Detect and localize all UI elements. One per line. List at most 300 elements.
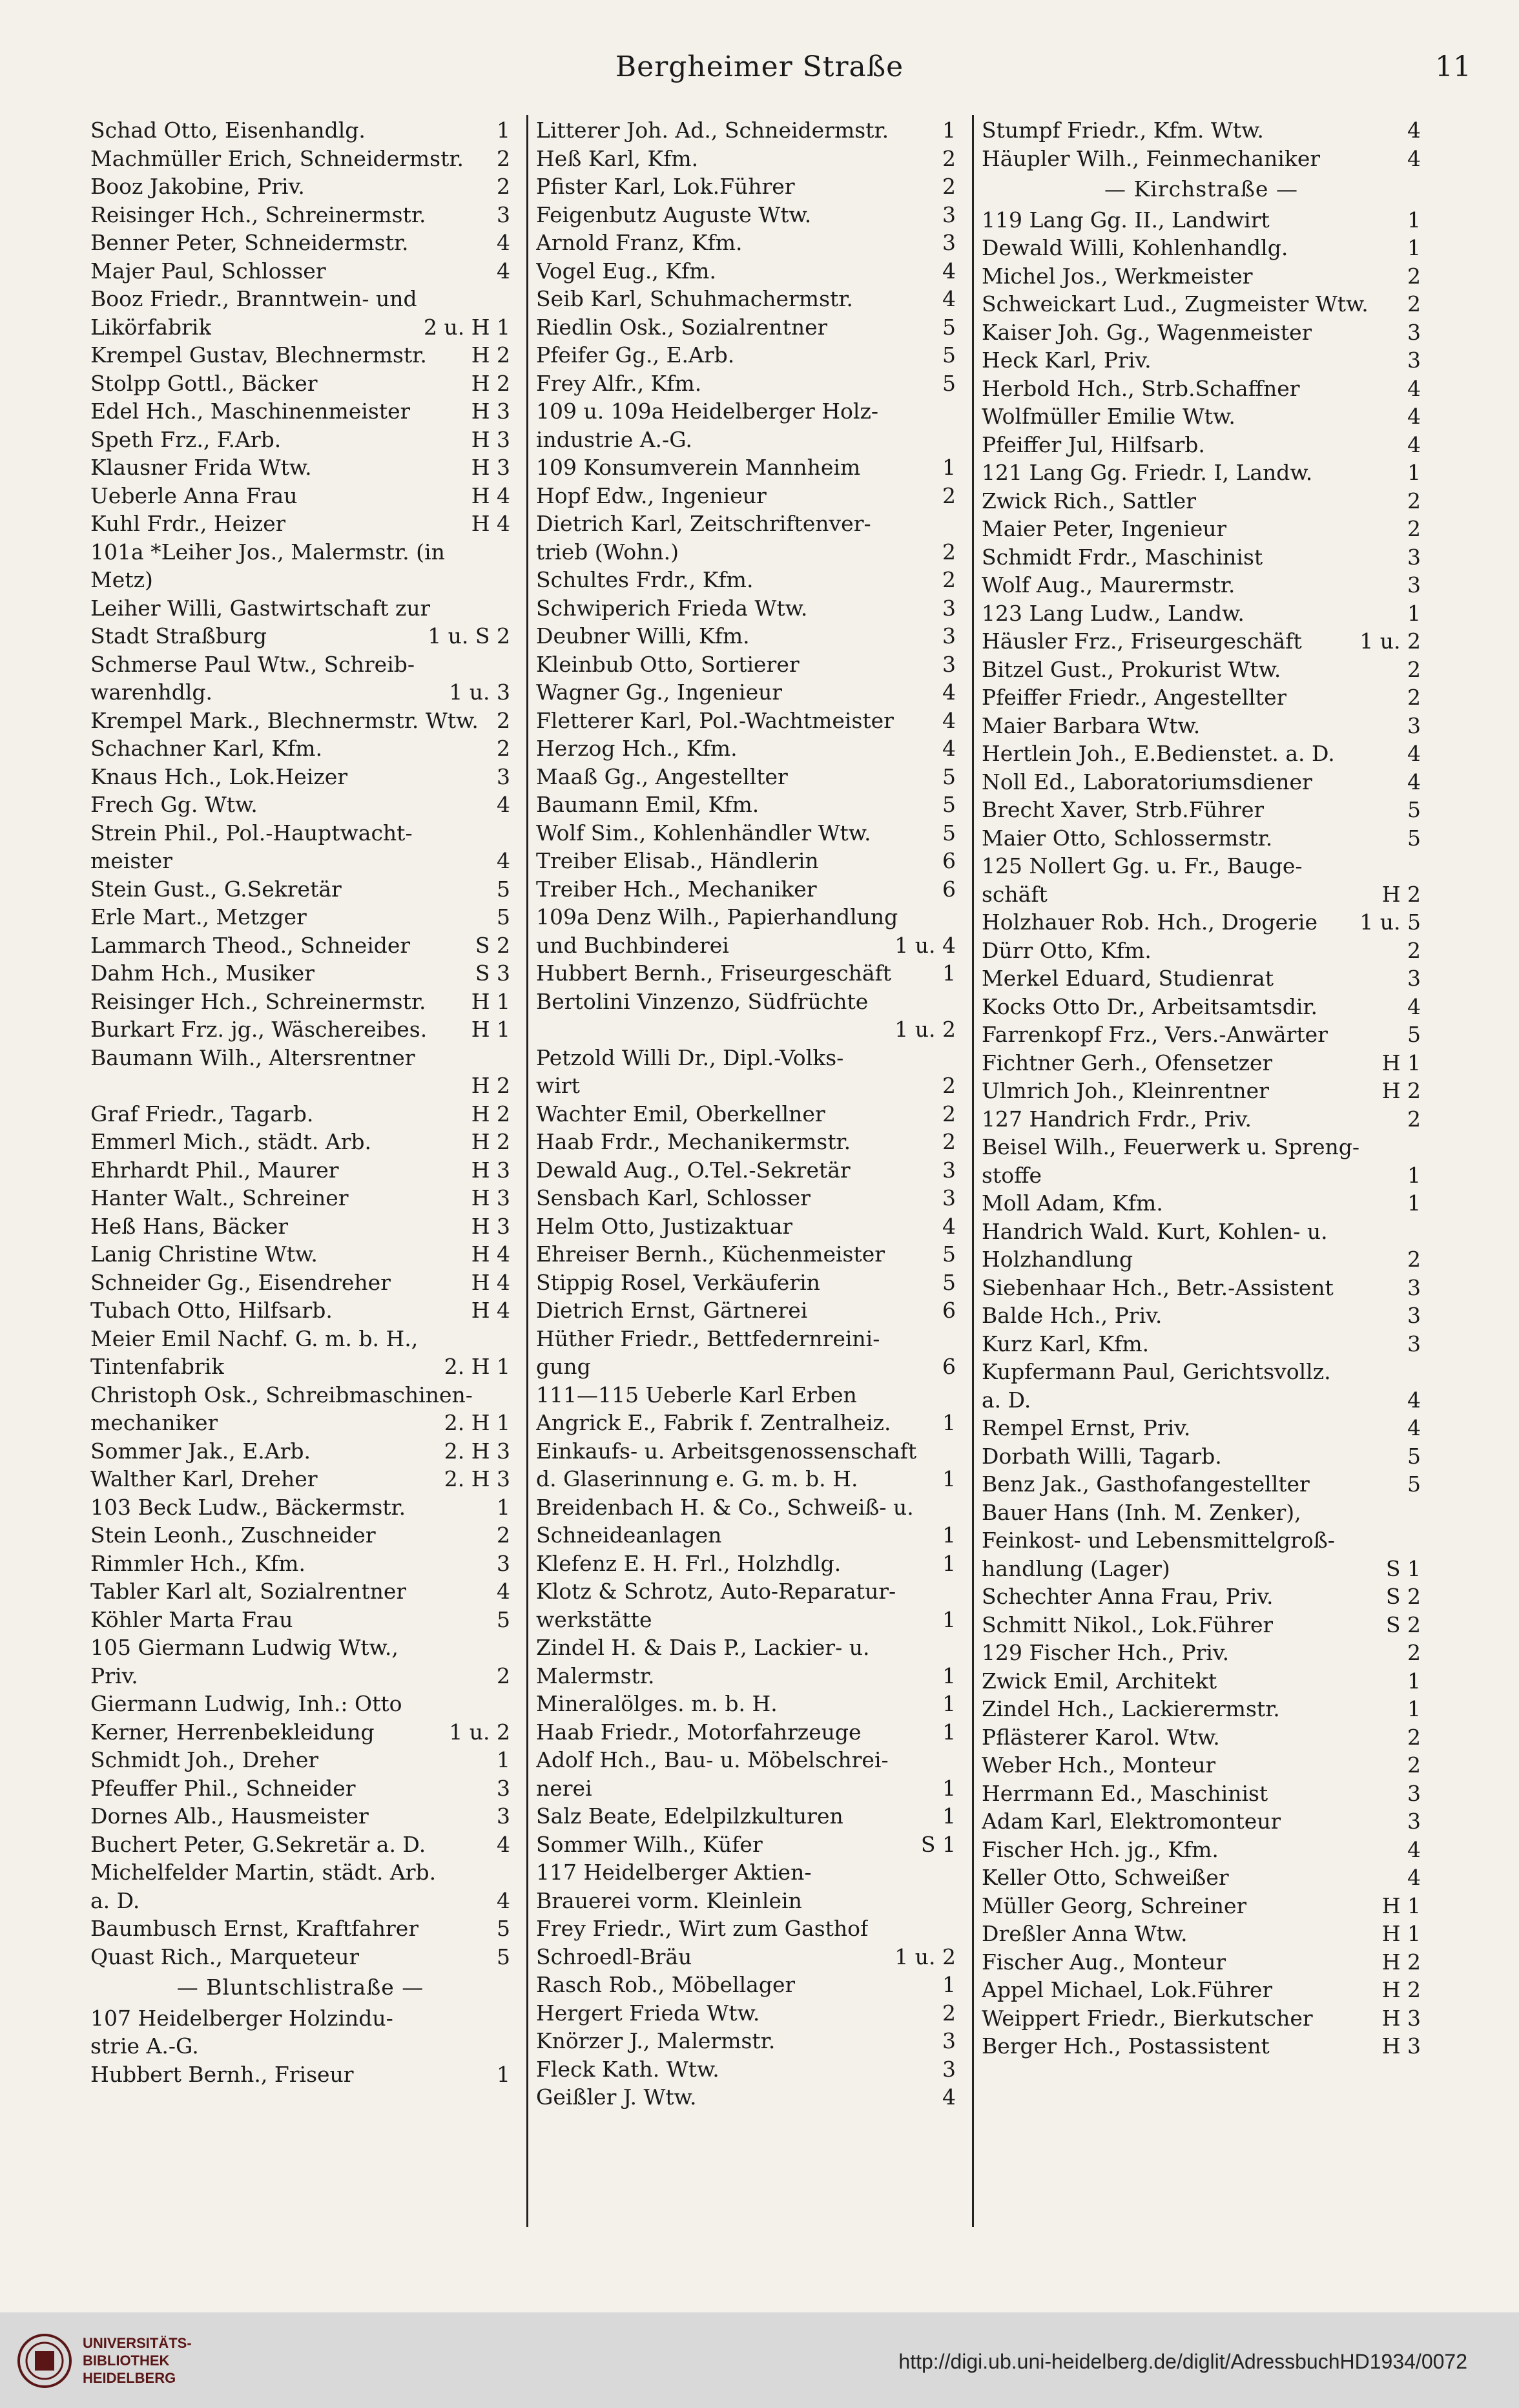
entry-text: Vogel Eug., Kfm.	[536, 258, 716, 284]
entry-text: Majer Paul, Schlosser	[90, 258, 326, 284]
entry-text: Pfister Karl, Lok.Führer	[536, 174, 795, 199]
entry-text: Beisel Wilh., Feuerwerk u. Spreng-	[982, 1134, 1360, 1159]
entry-text: Booz Friedr., Branntwein- und	[90, 286, 417, 311]
entry-floor-mark: 5	[1407, 1022, 1421, 1047]
directory-entry	[536, 1409, 956, 1437]
entry-floor-mark: H 3	[471, 1213, 510, 1239]
entry-floor-mark: 4	[497, 1831, 510, 1857]
entry-text: Hergert Frieda Wtw.	[536, 2000, 760, 2026]
entry-text: Heck Karl, Priv.	[982, 348, 1152, 373]
entry-text: und Buchbinderei	[536, 932, 729, 958]
directory-entry	[90, 1184, 510, 1212]
entry-text: Seib Karl, Schuhmachermstr.	[536, 286, 853, 311]
entry-floor-mark: 1	[942, 1606, 956, 1632]
directory-entry	[982, 2004, 1421, 2033]
entry-floor-mark: 1	[1407, 460, 1421, 485]
entry-floor-mark	[505, 1634, 510, 1662]
entry-floor-mark: 4	[497, 792, 510, 817]
entry-floor-mark	[951, 1381, 956, 1409]
entry-floor-mark: 4	[497, 1887, 510, 1913]
directory-entry	[536, 566, 956, 594]
directory-entry	[982, 993, 1421, 1021]
entry-floor-mark: S 2	[1385, 1612, 1421, 1637]
entry-floor-mark: H 3	[1381, 2005, 1421, 2031]
entry-floor-mark: 1	[1407, 235, 1421, 260]
entry-floor-mark: 3	[1407, 966, 1421, 991]
entry-text: Malermstr.	[536, 1663, 655, 1688]
directory-entry	[90, 341, 510, 369]
entry-floor-mark: 6	[942, 876, 956, 902]
directory-entry	[536, 1296, 956, 1325]
directory-entry	[982, 1330, 1421, 1358]
entry-floor-mark: 5	[497, 1944, 510, 1969]
entry-text: Kerner, Herrenbekleidung	[90, 1719, 375, 1745]
entry-text: Merkel Eduard, Studienrat	[982, 966, 1274, 991]
entry-text: Michelfelder Martin, städt. Arb.	[90, 1860, 437, 1885]
entry-floor-mark: 1	[942, 1775, 956, 1801]
entry-text: Quast Rich., Marqueteur	[90, 1944, 360, 1969]
entry-text: Herzog Hch., Kfm.	[536, 736, 738, 761]
entry-text: Holzhauer Rob. Hch., Drogerie	[982, 909, 1318, 935]
directory-entry	[982, 1695, 1421, 1723]
directory-entry	[90, 1212, 510, 1241]
directory-entry	[982, 627, 1421, 656]
entry-floor-mark	[505, 594, 510, 623]
entry-text: Kocks Otto Dr., Arbeitsamtsdir.	[982, 993, 1318, 1019]
directory-entry	[536, 959, 956, 988]
entry-text: Giermann Ludwig, Inh.: Otto	[90, 1691, 402, 1716]
directory-entry	[536, 763, 956, 791]
entry-floor-mark: 2	[497, 174, 510, 199]
entry-text: Geißler J. Wtw.	[536, 2084, 697, 2110]
entry-text: Booz Jakobine, Priv.	[90, 174, 305, 199]
entry-text: Fleck Kath. Wtw.	[536, 2056, 719, 2082]
entry-text: Haab Frdr., Mechanikermstr.	[536, 1129, 851, 1154]
entry-floor-mark: 5	[497, 876, 510, 902]
directory-entry	[536, 1100, 956, 1128]
entry-text: Kuhl Frdr., Heizer	[90, 511, 286, 536]
entry-floor-mark: 4	[1407, 1415, 1421, 1440]
directory-entry	[982, 1245, 1421, 1274]
directory-entry	[536, 1606, 956, 1634]
entry-text: Moll Adam, Kfm.	[982, 1190, 1163, 1216]
entry-text: Stippig Rosel, Verkäuferin	[536, 1269, 820, 1295]
entry-floor-mark: 5	[1407, 797, 1421, 822]
entry-floor-mark: 1	[497, 118, 510, 143]
entry-text: Stein Gust., G.Sekretär	[90, 876, 342, 902]
entry-text: industrie A.-G.	[536, 426, 692, 452]
directory-entry	[90, 313, 510, 342]
entry-floor-mark: 1	[942, 1691, 956, 1716]
entry-floor-mark	[1416, 1358, 1421, 1386]
entry-floor-mark	[505, 566, 510, 594]
entry-floor-mark: 4	[497, 230, 510, 255]
directory-entry	[90, 594, 510, 623]
directory-entry	[982, 1218, 1421, 1246]
entry-text: Sommer Jak., E.Arb.	[90, 1438, 311, 1464]
directory-entry	[90, 1128, 510, 1156]
directory-entry	[90, 1943, 510, 1971]
directory-entry	[90, 1381, 510, 1409]
entry-text: Riedlin Osk., Sozialrentner	[536, 314, 828, 340]
entry-text: Hanter Walt., Schreiner	[90, 1185, 349, 1210]
directory-entry	[90, 566, 510, 594]
entry-floor-mark: 1	[1407, 1696, 1421, 1721]
entry-text: Baumbusch Ernst, Kraftfahrer	[90, 1916, 419, 1941]
street-heading: — Kirchstraße —	[1104, 176, 1298, 202]
directory-entry	[982, 206, 1421, 234]
entry-floor-mark: 5	[942, 1269, 956, 1295]
entry-text: Wagner Gg., Ingenieur	[536, 680, 783, 705]
directory-entry	[90, 116, 510, 145]
entry-floor-mark: H 3	[1381, 2033, 1421, 2059]
entry-floor-mark: 3	[1407, 712, 1421, 738]
entry-floor-mark: 3	[942, 2028, 956, 2053]
directory-entry	[982, 375, 1421, 403]
directory-entry	[90, 1887, 510, 1915]
entry-text: Schad Otto, Eisenhandlg.	[90, 118, 366, 143]
entry-text: Walther Karl, Dreher	[90, 1466, 318, 1491]
entry-floor-mark: 4	[1407, 1836, 1421, 1862]
entry-text: Schroedl-Bräu	[536, 1944, 692, 1969]
entry-floor-mark: 3	[942, 230, 956, 255]
entry-floor-mark: H 4	[471, 1269, 510, 1295]
directory-entry	[982, 1836, 1421, 1864]
entry-text: Schneideanlagen	[536, 1522, 722, 1548]
entry-text: Maier Otto, Schlossermstr.	[982, 825, 1273, 851]
entry-floor-mark: 5	[1407, 825, 1421, 851]
entry-floor-mark: 1	[1407, 1668, 1421, 1694]
entry-text: Frey Friedr., Wirt zum Gasthof	[536, 1916, 869, 1941]
directory-entry	[90, 1072, 510, 1100]
entry-text: a. D.	[982, 1387, 1031, 1413]
directory-entry	[982, 1021, 1421, 1049]
entry-floor-mark: 4	[1407, 741, 1421, 766]
entry-floor-mark: 3	[942, 651, 956, 677]
entry-text: Stolpp Gottl., Bäcker	[90, 370, 318, 396]
entry-text: Schmidt Frdr., Maschinist	[982, 544, 1263, 570]
directory-entry	[982, 1780, 1421, 1808]
entry-text: Köhler Marta Frau	[90, 1606, 293, 1632]
entry-text: Maier Barbara Wtw.	[982, 712, 1201, 738]
entry-text: Heß Karl, Kfm.	[536, 145, 699, 171]
directory-entry	[90, 257, 510, 285]
source-url-link[interactable]: http://digi.ub.uni-heidelberg.de/diglit/AdressbuchHD1934/0072	[898, 2350, 1467, 2373]
entry-text: Adolf Hch., Bau- u. Möbelschrei-	[536, 1747, 889, 1772]
entry-floor-mark: 4	[1407, 404, 1421, 429]
entry-text: Pfeuffer Phil., Schneider	[90, 1775, 356, 1801]
directory-entry	[90, 1296, 510, 1325]
entry-text: Angrick E., Fabrik f. Zentralheiz.	[536, 1410, 891, 1435]
entry-text: Pflästerer Karol. Wtw.	[982, 1724, 1220, 1750]
entry-text: Ehreiser Bernh., Küchenmeister	[536, 1241, 885, 1267]
directory-entry	[90, 2004, 510, 2033]
directory-entry	[536, 2083, 956, 2112]
directory-entry	[982, 599, 1421, 628]
entry-text: Schneider Gg., Eisendreher	[90, 1269, 391, 1295]
entry-text: Feinkost- und Lebensmittelgroß-	[982, 1528, 1335, 1553]
entry-floor-mark: 2	[942, 1129, 956, 1154]
entry-text: Herbold Hch., Strb.Schaffner	[982, 375, 1300, 401]
directory-entry	[982, 1386, 1421, 1415]
directory-entry	[536, 1072, 956, 1100]
directory-entry	[982, 1526, 1421, 1555]
entry-text: Knörzer J., Malermstr.	[536, 2028, 776, 2053]
entry-floor-mark	[951, 1634, 956, 1662]
entry-text: Dietrich Ernst, Gärtnerei	[536, 1298, 808, 1323]
entry-text: Appel Michael, Lok.Führer	[982, 1977, 1273, 2002]
directory-entry	[536, 201, 956, 229]
entry-text: Stein Leonh., Zuschneider	[90, 1522, 376, 1548]
entry-floor-mark: 3	[1407, 1303, 1421, 1328]
directory-entry	[536, 257, 956, 285]
directory-entry	[90, 819, 510, 847]
directory-entry	[536, 116, 956, 145]
entry-floor-mark: 4	[497, 1579, 510, 1604]
directory-column-1	[90, 116, 510, 2088]
directory-entry	[536, 1465, 956, 1493]
directory-entry	[536, 1015, 956, 1044]
entry-floor-mark: 3	[942, 2056, 956, 2082]
entry-floor-mark: 1	[942, 1663, 956, 1688]
directory-entry	[536, 1971, 956, 1999]
entry-text: Klotz & Schrotz, Auto-Reparatur-	[536, 1579, 896, 1604]
entry-text: Tabler Karl alt, Sozialrentner	[90, 1579, 407, 1604]
directory-entry	[982, 880, 1421, 909]
entry-text: Metz)	[90, 567, 153, 592]
directory-entry	[90, 201, 510, 229]
entry-floor-mark	[505, 538, 510, 566]
directory-entry	[982, 571, 1421, 599]
directory-entry	[90, 2032, 510, 2060]
entry-text: Likörfabrik	[90, 314, 212, 340]
entry-text: Fischer Aug., Monteur	[982, 1949, 1226, 1975]
entry-floor-mark	[1416, 1526, 1421, 1555]
directory-entry	[536, 1887, 956, 1915]
directory-entry	[982, 683, 1421, 712]
entry-text: Lammarch Theod., Schneider	[90, 932, 411, 958]
directory-entry	[90, 1831, 510, 1859]
entry-text: d. Glaserinnung e. G. m. b. H.	[536, 1466, 858, 1491]
entry-text: Adam Karl, Elektromonteur	[982, 1809, 1281, 1834]
page-number: 11	[1435, 50, 1471, 83]
entry-text: Balde Hch., Priv.	[982, 1303, 1162, 1328]
entry-text: Dietrich Karl, Zeitschriftenver-	[536, 511, 871, 536]
entry-text: Häusler Frz., Friseurgeschäft	[982, 628, 1302, 654]
directory-entry	[982, 515, 1421, 543]
entry-floor-mark	[505, 1381, 510, 1409]
entry-text: Pfeifer Gg., E.Arb.	[536, 342, 735, 368]
directory-entry	[90, 707, 510, 735]
entry-text: Hopf Edw., Ingenieur	[536, 483, 767, 508]
entry-floor-mark: H 3	[471, 1157, 510, 1183]
entry-floor-mark: 2	[1407, 937, 1421, 963]
entry-floor-mark: 4	[942, 1213, 956, 1239]
directory-entry	[536, 791, 956, 819]
entry-text: Noll Ed., Laboratoriumsdiener	[982, 769, 1312, 794]
directory-column-3	[982, 116, 1421, 2060]
entry-floor-mark	[951, 397, 956, 426]
entry-text: Ehrhardt Phil., Maurer	[90, 1157, 339, 1183]
entry-floor-mark: H 2	[471, 342, 510, 368]
directory-entry	[982, 1161, 1421, 1190]
entry-floor-mark	[951, 426, 956, 454]
directory-entry	[90, 622, 510, 650]
entry-floor-mark: 5	[942, 820, 956, 846]
entry-floor-mark: 2. H 1	[444, 1410, 510, 1435]
entry-floor-mark	[1416, 1218, 1421, 1246]
entry-text: Priv.	[90, 1663, 138, 1688]
entry-text: Rasch Rob., Möbellager	[536, 1972, 796, 1997]
entry-floor-mark: 2	[942, 1101, 956, 1126]
entry-floor-mark: 2. H 1	[444, 1354, 510, 1379]
entry-text: Schmidt Joh., Dreher	[90, 1747, 319, 1772]
directory-entry	[982, 459, 1421, 487]
entry-floor-mark: 2	[942, 145, 956, 171]
entry-text: Edel Hch., Maschinenmeister	[90, 399, 411, 424]
entry-text: Baumann Wilh., Altersrentner	[90, 1044, 415, 1070]
entry-text: 103 Beck Ludw., Bäckermstr.	[90, 1494, 406, 1520]
entry-text: 127 Handrich Frdr., Priv.	[982, 1106, 1252, 1132]
directory-entry	[536, 1662, 956, 1690]
entry-floor-mark: 1	[942, 1719, 956, 1745]
entry-floor-mark: 5	[942, 1241, 956, 1267]
entry-text: Wolf Sim., Kohlenhändler Wtw.	[536, 820, 871, 846]
entry-floor-mark: S 2	[1385, 1584, 1421, 1609]
directory-entry	[536, 1437, 956, 1466]
entry-floor-mark: 3	[1407, 544, 1421, 570]
directory-entry	[982, 262, 1421, 291]
entry-floor-mark: 3	[942, 202, 956, 227]
entry-floor-mark	[951, 1887, 956, 1915]
directory-entry	[982, 908, 1421, 937]
directory-entry	[536, 426, 956, 454]
entry-text: Pfeiffer Jul, Hilfsarb.	[982, 431, 1205, 457]
directory-entry	[982, 234, 1421, 262]
entry-text: Schultes Frdr., Kfm.	[536, 567, 754, 592]
entry-text: Reisinger Hch., Schreinermstr.	[90, 202, 426, 227]
entry-floor-mark: 3	[1407, 1331, 1421, 1356]
directory-entry	[536, 369, 956, 398]
directory-entry	[90, 1465, 510, 1493]
directory-entry	[536, 313, 956, 342]
entry-text: Kurz Karl, Kfm.	[982, 1331, 1150, 1356]
entry-floor-mark	[505, 1044, 510, 1072]
entry-floor-mark: 1	[942, 1972, 956, 1997]
entry-floor-mark: 3	[497, 1775, 510, 1801]
entry-floor-mark: 4	[497, 848, 510, 873]
entry-text: Müller Georg, Schreiner	[982, 1893, 1247, 1918]
directory-entry	[90, 959, 510, 988]
directory-entry	[982, 1442, 1421, 1471]
entry-floor-mark: 2	[497, 736, 510, 761]
entry-text: Schweickart Lud., Zugmeister Wtw.	[982, 291, 1369, 317]
entry-floor-mark: 1	[942, 1522, 956, 1548]
entry-text: Breidenbach H. & Co., Schweiß- u.	[536, 1494, 914, 1520]
directory-entry	[982, 964, 1421, 993]
entry-floor-mark: 3	[1407, 319, 1421, 345]
directory-entry	[90, 1606, 510, 1634]
entry-floor-mark: 2	[1407, 291, 1421, 317]
entry-text: Zwick Rich., Sattler	[982, 488, 1196, 514]
entry-text: Dahm Hch., Musiker	[90, 960, 315, 986]
entry-text: Siebenhaar Hch., Betr.-Assistent	[982, 1274, 1334, 1300]
entry-text: Schmerse Paul Wtw., Schreib-	[90, 651, 415, 677]
entry-floor-mark: H 4	[471, 511, 510, 536]
entry-text: Farrenkopf Frz., Vers.-Anwärter	[982, 1022, 1328, 1047]
entry-floor-mark: 1 u. 2	[1359, 628, 1421, 654]
directory-entry	[90, 1662, 510, 1690]
entry-floor-mark: 3	[1407, 572, 1421, 597]
entry-floor-mark: 1	[497, 1494, 510, 1520]
entry-text: Fischer Hch. jg., Kfm.	[982, 1836, 1219, 1862]
entry-floor-mark: 1	[942, 1466, 956, 1491]
directory-entry	[536, 1128, 956, 1156]
entry-text: 101a *Leiher Jos., Malermstr. (in	[90, 539, 445, 565]
directory-entry	[982, 1920, 1421, 1948]
entry-floor-mark: 2	[1407, 1640, 1421, 1665]
entry-text: Berger Hch., Postassistent	[982, 2033, 1270, 2059]
directory-entry	[982, 796, 1421, 824]
entry-text: gung	[536, 1354, 591, 1379]
entry-floor-mark: 3	[1407, 1274, 1421, 1300]
entry-text: Wachter Emil, Oberkellner	[536, 1101, 825, 1126]
entry-floor-mark: 3	[1407, 1780, 1421, 1806]
entry-text: Dewald Aug., O.Tel.-Sekretär	[536, 1157, 851, 1183]
entry-floor-mark: 2	[942, 174, 956, 199]
directory-entry	[982, 1358, 1421, 1386]
directory-entry	[536, 2027, 956, 2055]
running-title: Bergheimer Straße	[615, 50, 904, 83]
entry-floor-mark: 1 u. 2	[449, 1719, 510, 1745]
entry-text: a. D.	[90, 1887, 140, 1913]
entry-text: Tintenfabrik	[90, 1354, 225, 1379]
entry-text: Salz Beate, Edelpilzkulturen	[536, 1803, 843, 1829]
directory-column-2	[536, 116, 956, 2112]
entry-text: handlung (Lager)	[982, 1555, 1170, 1581]
entry-floor-mark: 1	[497, 2061, 510, 2087]
directory-entry	[536, 1212, 956, 1241]
entry-floor-mark: 3	[1407, 348, 1421, 373]
entry-text: 125 Nollert Gg. u. Fr., Bauge-	[982, 853, 1303, 878]
entry-floor-mark	[951, 1858, 956, 1887]
directory-entry	[536, 285, 956, 313]
directory-entry	[536, 1915, 956, 1943]
entry-text: Rempel Ernst, Priv.	[982, 1415, 1191, 1440]
entry-text: Hüther Friedr., Bettfedernreini-	[536, 1325, 880, 1351]
directory-entry	[982, 1807, 1421, 1836]
directory-entry	[536, 172, 956, 201]
entry-floor-mark: 3	[942, 623, 956, 649]
entry-floor-mark: S 3	[475, 960, 510, 986]
entry-text: Kaiser Joh. Gg., Wagenmeister	[982, 319, 1312, 345]
directory-entry	[536, 453, 956, 482]
directory-entry	[982, 290, 1421, 318]
entry-floor-mark	[1416, 1499, 1421, 1527]
entry-floor-mark: 2	[1407, 516, 1421, 541]
directory-entry	[982, 116, 1421, 145]
entry-text: 117 Heidelberger Aktien-	[536, 1860, 812, 1885]
entry-text: Treiber Elisab., Händlerin	[536, 848, 819, 873]
entry-text: Holzhandlung	[982, 1247, 1133, 1272]
entry-floor-mark	[951, 1577, 956, 1606]
entry-floor-mark	[1416, 1133, 1421, 1161]
entry-floor-mark: 1	[497, 1747, 510, 1772]
directory-entry	[90, 426, 510, 454]
entry-text: Kupfermann Paul, Gerichtsvollz.	[982, 1359, 1331, 1384]
entry-text: Schechter Anna Frau, Priv.	[982, 1584, 1274, 1609]
entry-text: Rimmler Hch., Kfm.	[90, 1550, 305, 1576]
